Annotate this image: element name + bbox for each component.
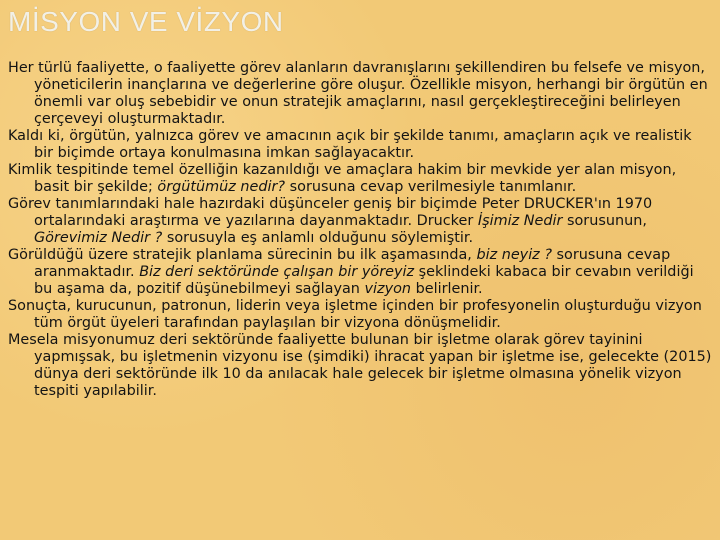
paragraph-purpose [8, 128, 714, 162]
paragraph-text: Görüldüğü üzere stratejik planlama sürecinin bu ilk aşamasında, [8, 247, 477, 263]
paragraph-text: sorusuna cevap verilmesiyle tanımlanır. [285, 179, 577, 195]
paragraph-text: Kimlik tespitinde temel özelliğin kazanıldığı ve amaçlara hakim bir mevkide yer alan misyon, basit bir şekilde; [8, 162, 677, 195]
paragraph-drucker [8, 196, 714, 247]
emphasis-text: İşimiz Nedir [477, 213, 563, 229]
slide-title: MİSYON VE VİZYON [8, 6, 284, 37]
paragraph-text: sorusuna cevap aranmaktadır. [34, 247, 671, 280]
emphasis-text: Görevimiz Nedir ? [34, 230, 163, 246]
emphasis-text: Biz deri sektöründe çalışan bir yöreyiz [139, 264, 415, 280]
paragraph-text: şeklindeki kabaca bir cevabın verildiği bu aşama da, pozitif düşünebilmeyi sağlayan [34, 264, 694, 297]
paragraph-mission-definition [8, 60, 714, 128]
paragraph-text: Her türlü faaliyette, o faaliyette görev alanların davranışlarını şekillendiren bu felsefe ve misyon, yöneticilerin inançlarına ve değerlerine göre oluşur. Özellikle misyon, herhangi bir örgütün en önemli var oluş sebebidir ve onun stratejik amaçlarını, nasıl gerçekleştireceğini belirleyen çerçeveyi oluşturmaktadır. [8, 60, 708, 127]
slide-body [8, 60, 714, 400]
paragraph-example [8, 332, 714, 400]
emphasis-text: biz neyiz ? [476, 247, 552, 263]
paragraph-text: Görev tanımlarındaki hale hazırdaki düşünceler geniş bir biçimde Peter DRUCKER'ın 1970 ortalarındaki araştırma ve yazılarına dayanmaktadır. Drucker [8, 196, 653, 229]
paragraph-text: Mesela misyonumuz deri sektöründe faaliyette bulunan bir işletme olarak görev tayinini yapmışsak, bu işletmenin vizyonu ise (şimdiki) ihracat yapan bir işletme ise, gelecekte (2015) dünya deri sektöründe ilk 10 da anılacak hale gelecek bir işletme olmasına yönelik vizyon tespiti yapılabilir. [8, 332, 712, 399]
emphasis-text: örgütümüz nedir? [157, 179, 286, 195]
paragraph-text: belirlenir. [411, 281, 483, 297]
paragraph-text: sorusuyla eş anlamlı olduğunu söylemiştir. [162, 230, 474, 246]
paragraph-shared-vision [8, 298, 714, 332]
paragraph-text: Kaldı ki, örgütün, yalnızca görev ve amacının açık bir şekilde tanımı, amaçların açık ve realistik bir biçimde ortaya konulmasına imkan sağlayacaktır. [8, 128, 692, 161]
paragraph-identity [8, 162, 714, 196]
paragraph-planning [8, 247, 714, 298]
paragraph-text: sorusunun, [562, 213, 647, 229]
emphasis-text: vizyon [364, 281, 412, 297]
paragraph-text: Sonuçta, kurucunun, patronun, liderin veya işletme içinden bir profesyonelin oluşturduğu vizyon tüm örgüt üyeleri tarafından paylaşılan bir vizyona dönüşmelidir. [8, 298, 702, 331]
